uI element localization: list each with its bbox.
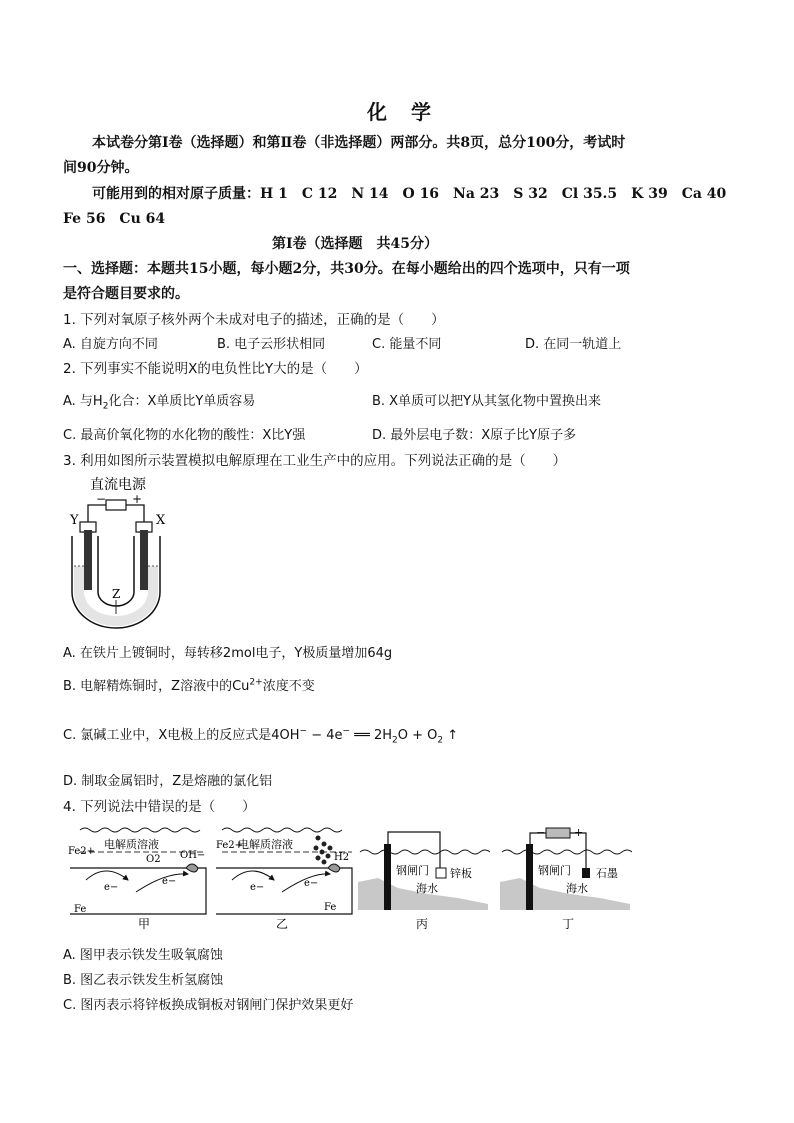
electrode-y bbox=[84, 530, 92, 590]
svg-text:Fe2+: Fe2+ bbox=[216, 840, 244, 851]
q3-option-c: C. 氯碱工业中，X电极上的反应式是4OH− − 4e− ══ $2H_2O + O_2$ ↑ bbox=[63, 726, 459, 746]
part1-heading: 第Ⅰ卷（选择题 共45分） bbox=[272, 236, 439, 252]
svg-text:+: + bbox=[574, 826, 584, 839]
svg-text:Fe2+: Fe2+ bbox=[68, 846, 96, 857]
q1-option-b: B. 电子云形状相同 bbox=[217, 337, 326, 352]
solution-z-label: Z bbox=[112, 587, 121, 601]
svg-text:石墨: 石墨 bbox=[596, 867, 618, 880]
figure-bing-caption: 丙 bbox=[416, 917, 429, 931]
q1-stem: 1. 下列对氧原子核外两个未成对电子的描述，正确的是（ ） bbox=[63, 312, 445, 328]
figure-yi-hydrogen-corrosion bbox=[212, 822, 358, 934]
svg-text:+: + bbox=[132, 492, 143, 506]
page-title: 化 学 bbox=[367, 100, 433, 124]
q1-option-a: A. 自旋方向不同 bbox=[63, 337, 158, 352]
power-source-box bbox=[106, 500, 126, 510]
q3-option-d: D. 制取金属铝时，Z是熔融的氯化铝 bbox=[63, 774, 273, 789]
svg-text:−: − bbox=[536, 826, 546, 839]
q4-option-a: A. 图甲表示铁发生吸氧腐蚀 bbox=[63, 948, 223, 963]
q2-option-a: A. 与$H_2$化合：X单质比Y单质容易 bbox=[63, 394, 256, 412]
figure-yi-caption: 乙 bbox=[276, 917, 289, 931]
svg-text:钢闸门: 钢闸门 bbox=[538, 864, 571, 877]
electrode-y-label: Y bbox=[70, 513, 79, 528]
svg-text:e−: e− bbox=[104, 882, 119, 893]
svg-text:−: − bbox=[96, 492, 107, 506]
figure-bing-zinc-plate bbox=[358, 822, 490, 934]
svg-text:海水: 海水 bbox=[566, 882, 588, 895]
svg-text:电解质溶液: 电解质溶液 bbox=[104, 838, 159, 851]
q1-option-d: D. 在同一轨道上 bbox=[525, 337, 622, 352]
q3-option-b: B. 电解精炼铜时，Z溶液中的$Cu^{2+}$浓度不变 bbox=[63, 677, 315, 694]
electrode-x-label: X bbox=[156, 513, 166, 528]
figure-jia-caption: 甲 bbox=[138, 917, 151, 931]
atomic-mass-line-2: Fe 56 Cu 64 bbox=[63, 211, 166, 227]
intro-line-1: 本试卷分第Ⅰ卷（选择题）和第Ⅱ卷（非选择题）两部分。共8页，总分100分，考试时 bbox=[92, 135, 626, 151]
section1-line-1: 一、选择题：本题共15小题，每小题2分，共30分。在每小题给出的四个选项中，只有一项 bbox=[63, 261, 630, 277]
section1-line-2: 是符合题目要求的。 bbox=[63, 286, 189, 302]
svg-text:OH−: OH− bbox=[180, 850, 206, 861]
q3-option-a: A. 在铁片上镀铜时，每转移2mol电子，Y极质量增加64g bbox=[63, 646, 393, 661]
q2-stem: 2. 下列事实不能说明X的电负性比Y大的是（ ） bbox=[63, 361, 368, 377]
q4-stem: 4. 下列说法中错误的是（ ） bbox=[63, 799, 256, 815]
svg-text:Fe: Fe bbox=[74, 904, 87, 915]
svg-text:H2: H2 bbox=[334, 852, 350, 863]
electrode-x bbox=[140, 530, 148, 590]
q2-option-c: C. 最高价氧化物的水化物的酸性：X比Y强 bbox=[63, 428, 306, 443]
q4-option-b: B. 图乙表示铁发生析氢腐蚀 bbox=[63, 973, 224, 988]
svg-text:电解质溶液: 电解质溶液 bbox=[238, 838, 293, 851]
q2-option-b: B. X单质可以把Y从其氢化物中置换出来 bbox=[372, 394, 602, 409]
q3-stem: 3. 利用如图所示装置模拟电解原理在工业生产中的应用。下列说法正确的是（ ） bbox=[63, 453, 567, 469]
electrolysis-u-tube-figure bbox=[62, 474, 182, 632]
svg-text:Fe: Fe bbox=[324, 902, 337, 913]
figure-jia-oxygen-corrosion bbox=[66, 822, 212, 934]
figure-ding-graphite-electrode bbox=[500, 822, 632, 934]
q1-option-c: C. 能量不同 bbox=[372, 337, 442, 352]
svg-text:e−: e− bbox=[162, 876, 177, 887]
svg-text:海水: 海水 bbox=[416, 882, 438, 895]
atomic-mass-line-1: 可能用到的相对原子质量：H 1 C 12 N 14 O 16 Na 23 S 32 Cl 35.5 K 39 Ca 40 bbox=[92, 186, 727, 202]
svg-text:锌板: 锌板 bbox=[450, 867, 472, 880]
svg-text:O2: O2 bbox=[146, 854, 161, 865]
figure-ding-caption: 丁 bbox=[562, 917, 575, 931]
svg-text:e−: e− bbox=[250, 882, 265, 893]
svg-text:e−: e− bbox=[304, 878, 319, 889]
intro-line-2: 间90分钟。 bbox=[63, 160, 139, 176]
q4-option-c: C. 图丙表示将锌板换成铜板对钢闸门保护效果更好 bbox=[63, 998, 354, 1013]
svg-text:钢闸门: 钢闸门 bbox=[396, 864, 429, 877]
q2-option-d: D. 最外层电子数：X原子比Y原子多 bbox=[372, 428, 577, 443]
power-source-label: 直流电源 bbox=[90, 477, 146, 493]
